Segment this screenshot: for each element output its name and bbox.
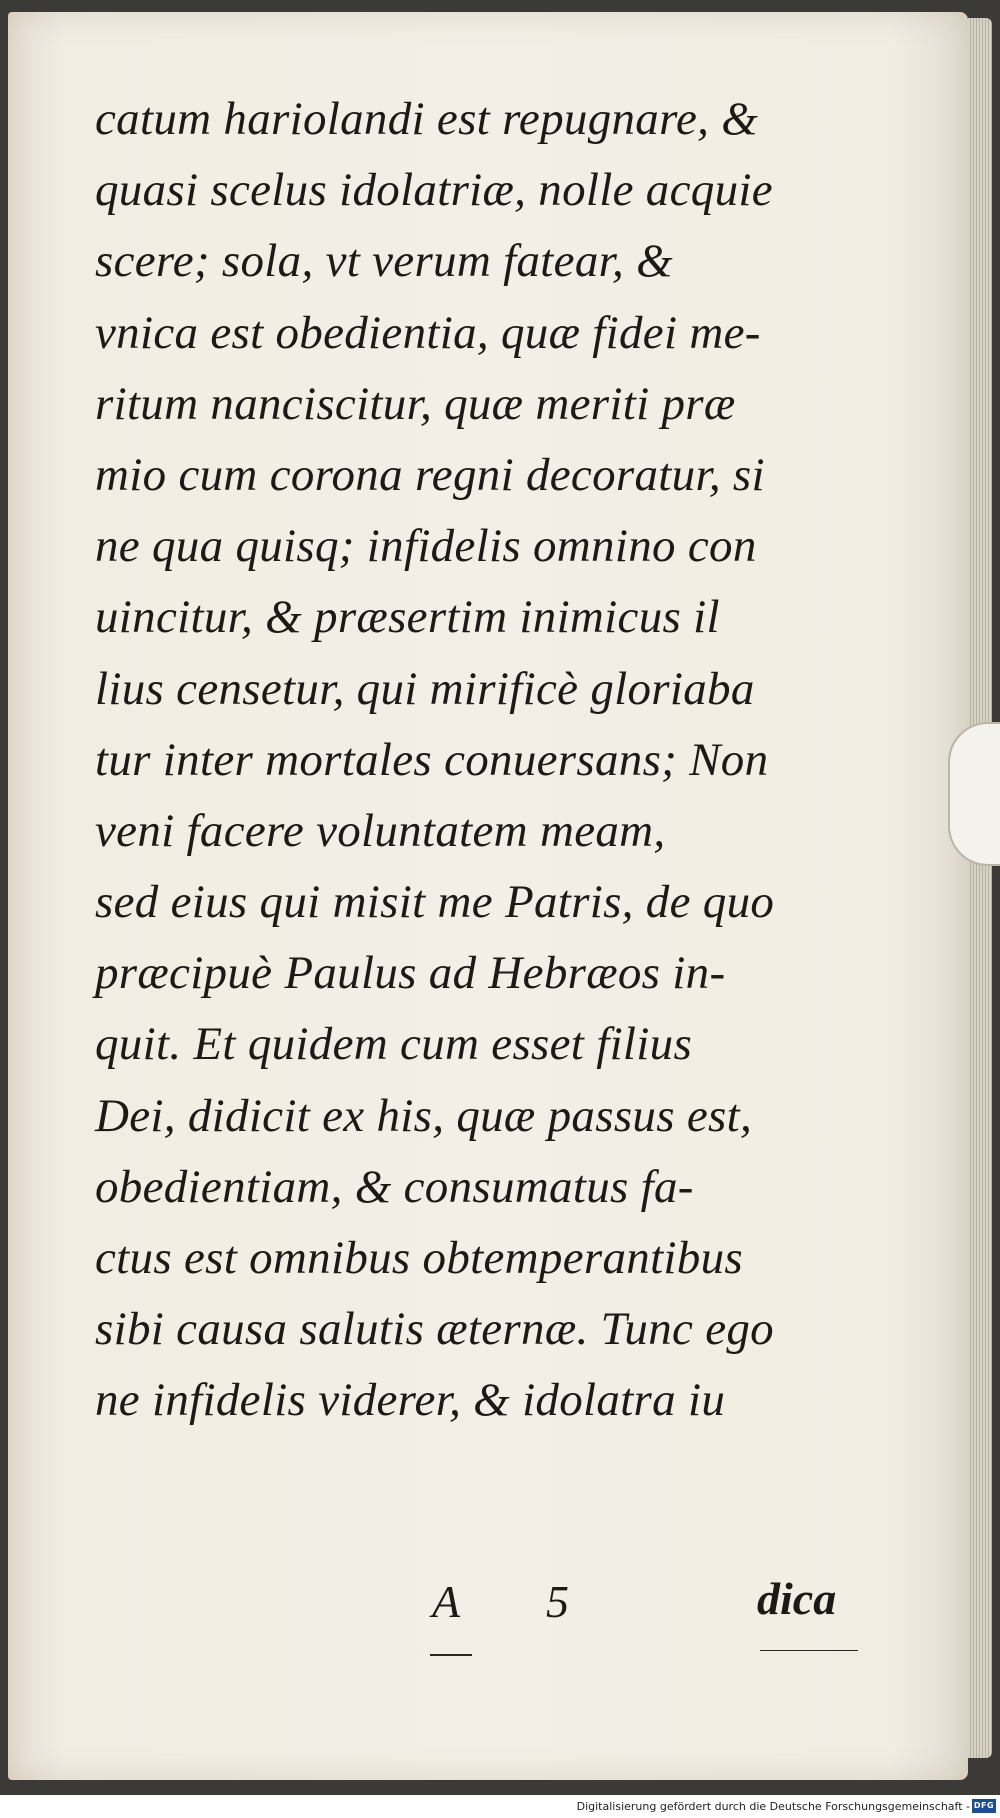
text-line: lius censetur, qui mirificè gloriaba bbox=[95, 662, 755, 715]
text-line: ne infidelis viderer, & idolatra iu bbox=[95, 1374, 726, 1427]
text-line: præcipuè Paulus ad Hebræos in- bbox=[95, 947, 726, 1000]
text-line: ctus est omnibus obtemperantibus bbox=[95, 1232, 743, 1284]
footer-credit: Digitalisierung gefördert durch die Deutsche Forschungsgemeinschaft - bbox=[576, 1800, 970, 1813]
text-line: quasi scelus idolatriæ, nolle acquie bbox=[95, 164, 773, 217]
text-line: quit. Et quidem cum esset filius bbox=[95, 1018, 693, 1071]
signature-number: 5 bbox=[546, 1576, 569, 1627]
catchword-underline bbox=[760, 1650, 858, 1651]
text-line: Dei, didicit ex his, quæ passus est, bbox=[95, 1089, 753, 1142]
text-line: sed eius qui misit me Patris, de quo bbox=[95, 876, 775, 929]
page-text bbox=[95, 84, 895, 1437]
text-line: tur inter mortales conuersans; Non bbox=[95, 733, 769, 786]
text-line: scere; sola, vt verum fatear, & bbox=[95, 235, 673, 288]
text-line: ne qua quisq; infidelis omnino con bbox=[95, 520, 757, 573]
signature-letter: A bbox=[432, 1576, 461, 1627]
catchword: dica bbox=[757, 1573, 837, 1624]
page-tab bbox=[948, 722, 1000, 866]
text-line: veni facere voluntatem meam, bbox=[95, 804, 666, 857]
text-line: mio cum corona regni decoratur, si bbox=[95, 448, 765, 501]
text-line: obedientiam, & consumatus fa- bbox=[95, 1160, 694, 1213]
text-line: uincitur, & præsertim inimicus il bbox=[95, 591, 720, 644]
text-line: sibi causa salutis æternæ. Tunc ego bbox=[95, 1303, 774, 1356]
dfg-logo-icon: DFG bbox=[972, 1799, 996, 1813]
signature-underline bbox=[430, 1654, 472, 1656]
page-edges bbox=[968, 18, 992, 1758]
text-line: ritum nanciscitur, quæ meriti præ bbox=[95, 377, 736, 430]
text-line: vnica est obedientia, quæ fidei me- bbox=[95, 306, 761, 359]
text-line: catum hariolandi est repugnare, & bbox=[95, 93, 759, 145]
